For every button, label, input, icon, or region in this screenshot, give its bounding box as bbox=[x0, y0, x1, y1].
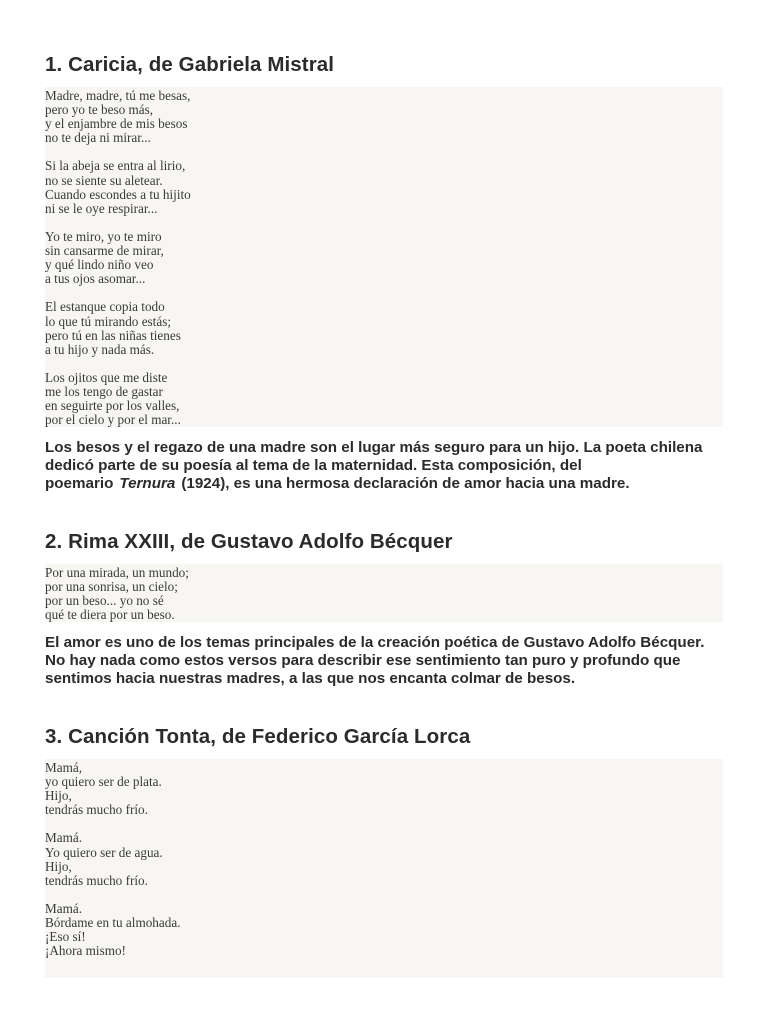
poem-verse: por el cielo y por el mar... bbox=[45, 412, 181, 428]
poem-verse: tendrás mucho frío. bbox=[45, 802, 148, 818]
section-1-title: 1. Caricia, de Gabriela Mistral bbox=[45, 53, 335, 76]
poem-verse: qué te diera por un beso. bbox=[45, 607, 175, 623]
poem-verse: El estanque copia todo bbox=[45, 299, 165, 315]
poem-verse: ni se le oye respirar... bbox=[45, 200, 158, 216]
poem-stanza bbox=[45, 230, 723, 286]
poem-verse: tendrás mucho frío. bbox=[45, 872, 148, 888]
poem-stanza bbox=[45, 159, 723, 215]
poem-stanza bbox=[45, 761, 723, 817]
poem-verse: Madre, madre, tú me besas, bbox=[45, 88, 191, 103]
poem-stanza bbox=[45, 831, 723, 887]
poem-verse: Si la abeja se entra al lirio, bbox=[45, 158, 186, 174]
poem-verse: ¡Ahora mismo! bbox=[45, 943, 126, 959]
poem-verse: por un beso... yo no sé bbox=[45, 593, 164, 609]
poem-verse: por una sonrisa, un cielo; bbox=[45, 579, 178, 595]
section-3-poem bbox=[45, 759, 723, 978]
poem-verse: Bórdame en tu almohada. bbox=[45, 915, 181, 931]
section-2-commentary: El amor es uno de los temas principales de la creación poética de Gustavo Adolfo Bécquer. No hay nada como estos versos para describir ese sentimiento tan puro y profundo que sentimos hacia nuestras madres, a las que nos encanta colmar de besos. bbox=[45, 634, 705, 687]
poem-stanza bbox=[45, 566, 723, 622]
section-2-title: 2. Rima XXIII, de Gustavo Adolfo Bécquer bbox=[45, 530, 453, 553]
poem-verse: Mamá. bbox=[45, 830, 82, 846]
poem-verse: a tu hijo y nada más. bbox=[45, 341, 155, 357]
poem-verse: pero tú en las niñas tienes bbox=[45, 327, 181, 343]
poem-verse: me los tengo de gastar bbox=[45, 383, 163, 399]
poem-verse: a tus ojos asomar... bbox=[45, 271, 146, 287]
poem-verse: Los ojitos que me diste bbox=[45, 369, 168, 385]
poem-verse: Cuando escondes a tu hijito bbox=[45, 186, 191, 202]
poem-stanza bbox=[45, 89, 723, 145]
commentary-text: Los besos y el regazo de una madre son el lugar más seguro para un hijo. La poeta chilena dedicó parte de su poesía al tema de la maternidad. Esta composición, del poemario bbox=[45, 439, 703, 492]
poem-verse: y qué lindo niño veo bbox=[45, 257, 154, 273]
section-1-poem bbox=[45, 87, 723, 427]
poem-stanza bbox=[45, 300, 723, 356]
poem-verse: en seguirte por los valles, bbox=[45, 398, 180, 414]
poem-stanza bbox=[45, 371, 723, 427]
poem-verse: Mamá. bbox=[45, 900, 82, 916]
commentary-text: (1924), es una hermosa declaración de amor hacia una madre. bbox=[181, 475, 630, 492]
poem-verse: pero yo te beso más, bbox=[45, 102, 154, 118]
poem-verse: Mamá, bbox=[45, 760, 82, 775]
poem-verse: lo que tú mirando estás; bbox=[45, 313, 171, 329]
poem-stanza bbox=[45, 902, 723, 958]
section-2-poem bbox=[45, 564, 723, 622]
poem-verse: no te deja ni mirar... bbox=[45, 130, 151, 146]
poem-verse: yo quiero ser de plata. bbox=[45, 774, 162, 790]
section-1-commentary bbox=[45, 439, 725, 493]
poem-verse: no se siente su aletear. bbox=[45, 172, 163, 188]
poem-verse: Hijo, bbox=[45, 788, 72, 804]
poem-verse: Hijo, bbox=[45, 858, 72, 874]
poem-verse: Yo te miro, yo te miro bbox=[45, 228, 162, 244]
poem-verse: ¡Eso sí! bbox=[45, 929, 86, 945]
book-title: Ternura bbox=[119, 475, 176, 492]
poem-verse: Por una mirada, un mundo; bbox=[45, 565, 189, 580]
section-3-title: 3. Canción Tonta, de Federico García Lorca bbox=[45, 725, 471, 748]
poem-verse: sin cansarme de mirar, bbox=[45, 243, 164, 259]
poem-verse: y el enjambre de mis besos bbox=[45, 116, 188, 132]
poem-verse: Yo quiero ser de agua. bbox=[45, 844, 163, 860]
